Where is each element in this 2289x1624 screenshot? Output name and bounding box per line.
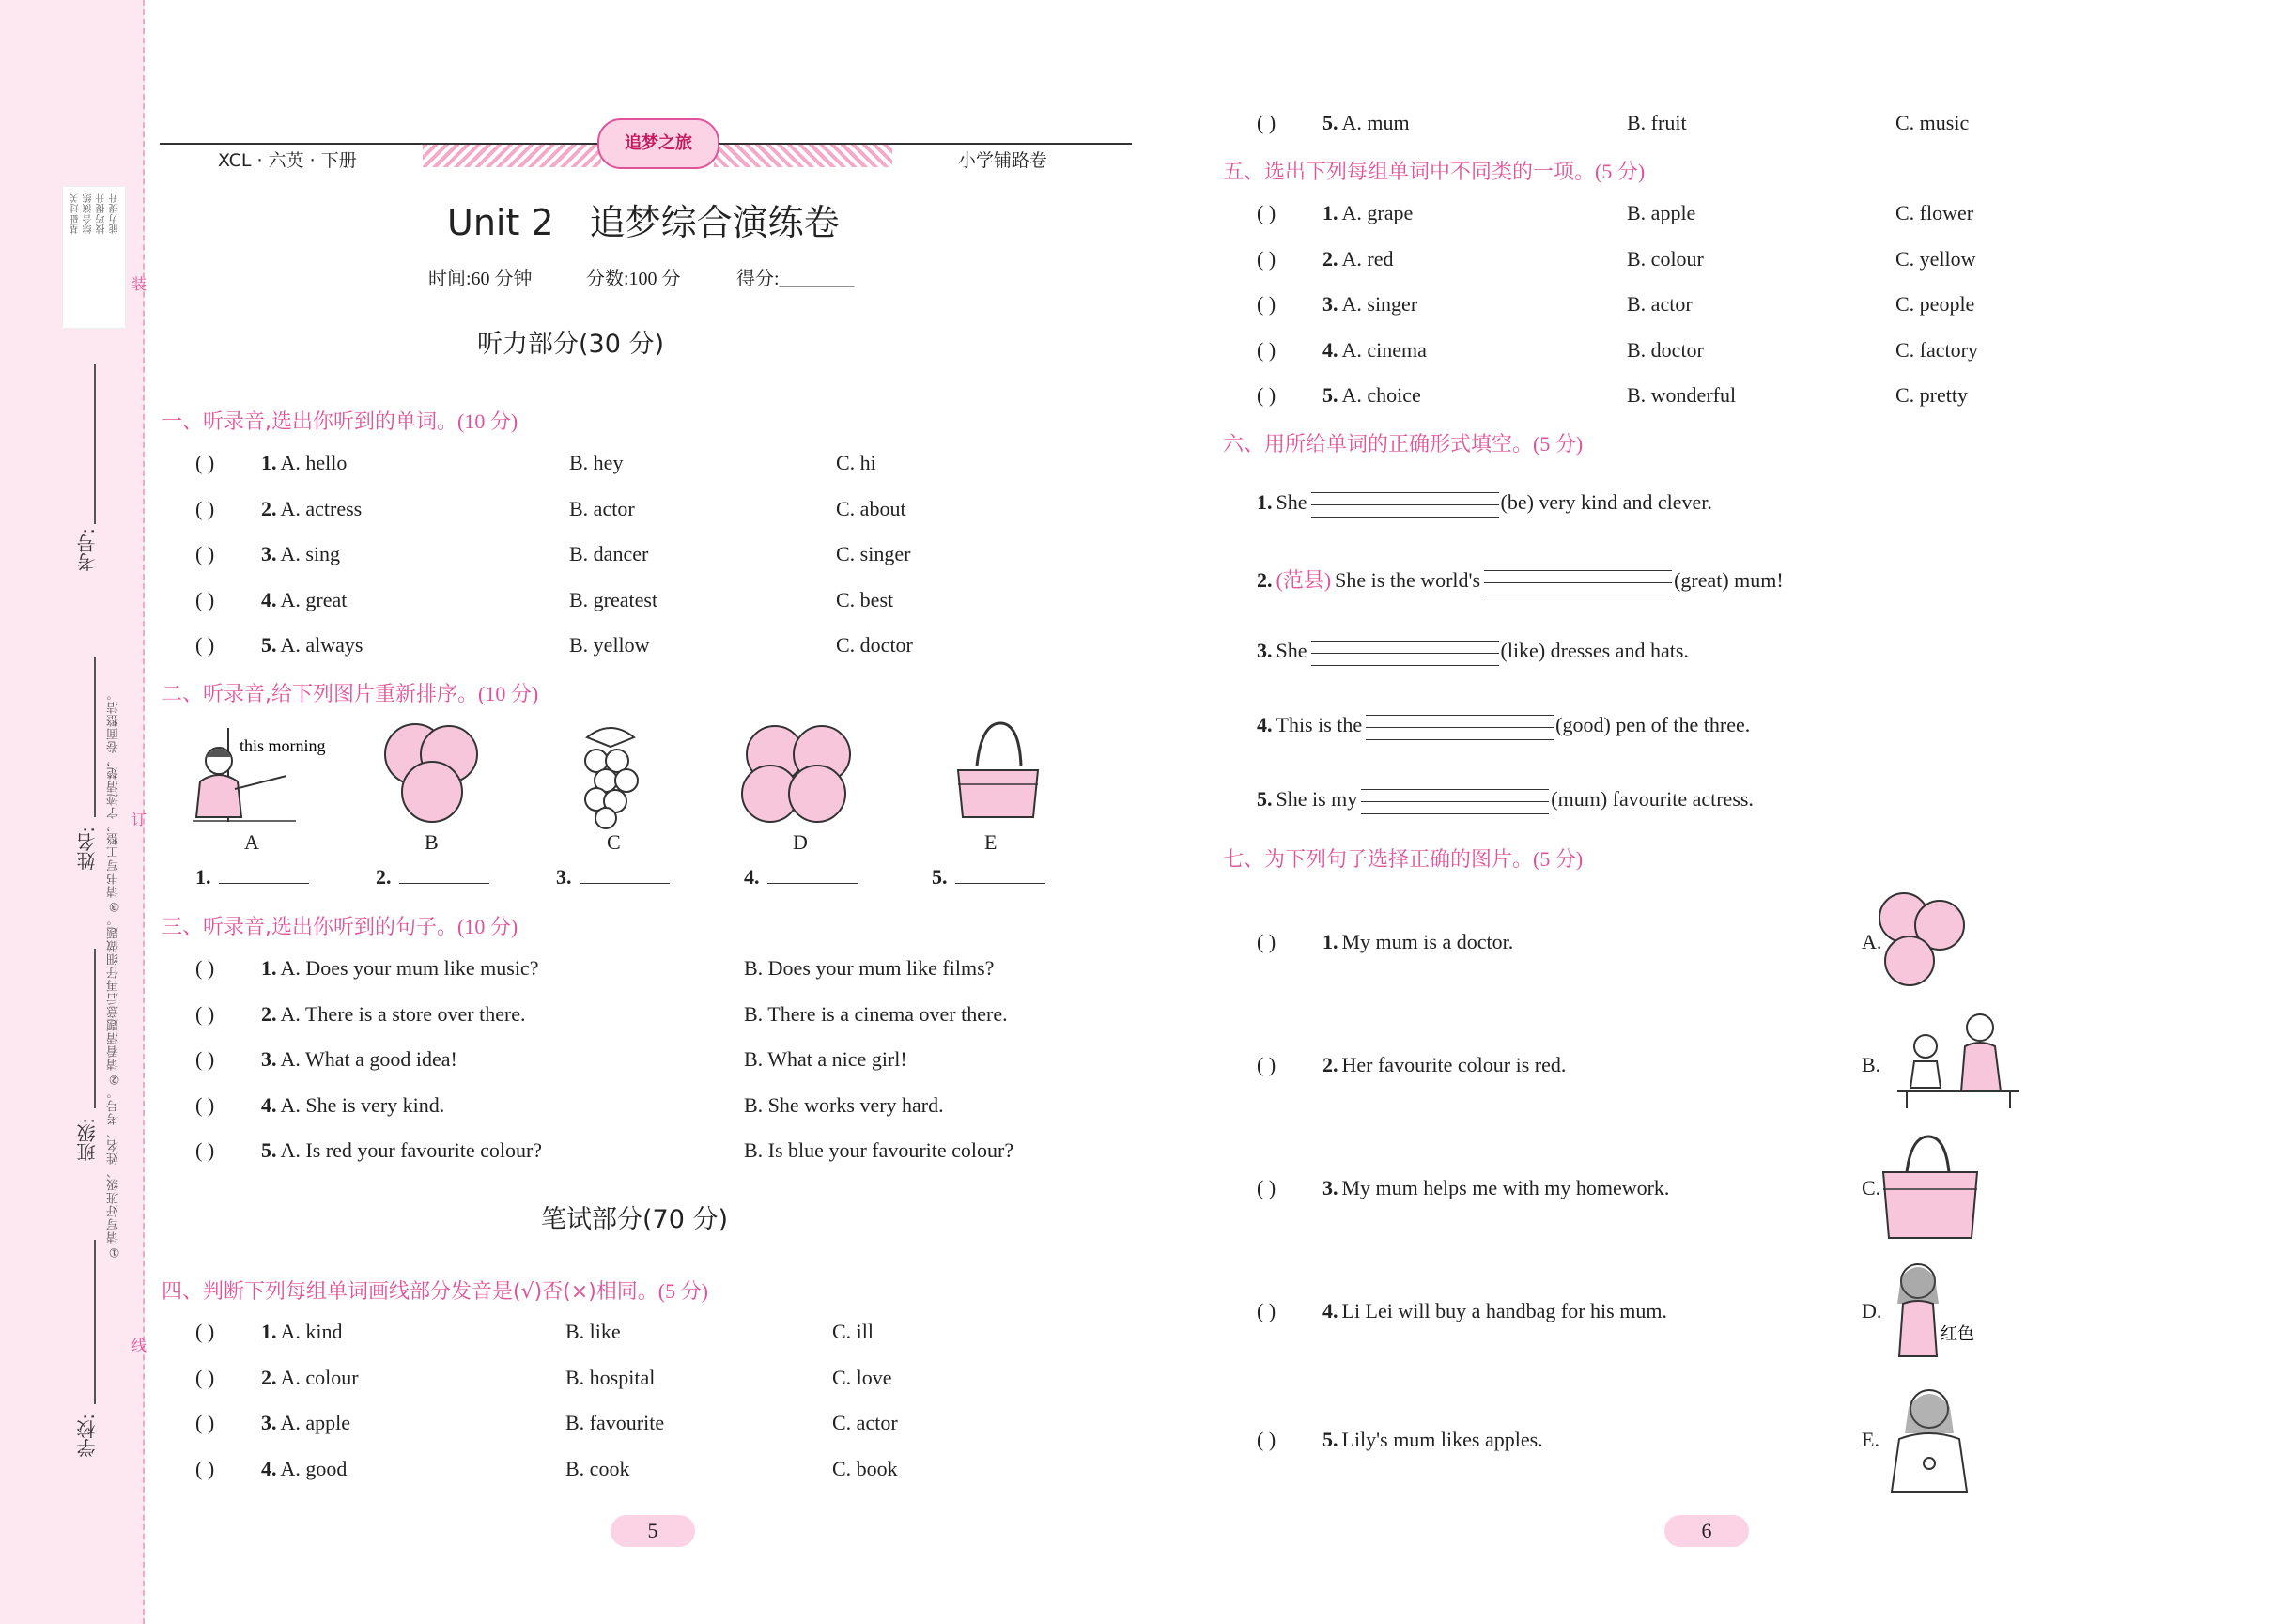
option-a: A. Is red your favourite colour? bbox=[280, 1138, 543, 1162]
sentence-end: (like) dresses and hats. bbox=[1500, 639, 1689, 662]
answer-bracket[interactable]: ( ) bbox=[195, 451, 215, 474]
answer-bracket[interactable]: ( ) bbox=[1257, 111, 1276, 134]
answer-blank[interactable] bbox=[767, 864, 858, 884]
sentence-start: She is my bbox=[1276, 787, 1358, 811]
sentence-start: She bbox=[1276, 639, 1307, 662]
class-line bbox=[94, 949, 96, 1108]
sentence: Her favourite colour is red. bbox=[1341, 1053, 1567, 1076]
answer-blank[interactable] bbox=[580, 864, 670, 884]
header-logo: 追梦之旅 bbox=[597, 118, 719, 169]
seal-char: 订 bbox=[131, 811, 147, 828]
answer-bracket[interactable]: ( ) bbox=[1257, 383, 1276, 407]
option-c: C. singer bbox=[836, 542, 911, 565]
fill-row bbox=[1257, 787, 1754, 813]
option-c: C. book bbox=[832, 1456, 898, 1480]
option-b: B. colour bbox=[1627, 246, 1704, 271]
sentence-end: (mum) favourite actress. bbox=[1551, 787, 1754, 811]
s5-title: 五、选出下列每组单词中不同类的一项。(5 分) bbox=[1223, 160, 1646, 184]
option-c: C. flower bbox=[1895, 201, 1974, 224]
fill-row bbox=[1257, 490, 1712, 517]
blank-line bbox=[1484, 570, 1672, 571]
option-b: B. cook bbox=[565, 1456, 630, 1480]
listening-title: 听力部分(30 分) bbox=[477, 330, 665, 359]
answer-blank[interactable] bbox=[1361, 789, 1549, 813]
option-b: B. doctor bbox=[1627, 337, 1704, 362]
option-c: C. factory bbox=[1895, 337, 1978, 362]
question-number: 5. bbox=[261, 1138, 277, 1162]
answer-bracket[interactable]: ( ) bbox=[1257, 337, 1276, 362]
question-row bbox=[1257, 201, 1413, 225]
blank-line bbox=[1366, 727, 1554, 728]
name-label: 姓名: bbox=[76, 827, 99, 871]
sentence: My mum is a doctor. bbox=[1341, 930, 1514, 953]
picture-option-label: E. bbox=[1862, 1428, 1879, 1451]
picture-letter: A bbox=[244, 830, 259, 854]
answer-bracket[interactable]: ( ) bbox=[195, 1001, 215, 1026]
order-answer[interactable] bbox=[556, 864, 670, 889]
sentence-end: (great) mum! bbox=[1674, 568, 1784, 592]
sentence-end: (be) very kind and clever. bbox=[1500, 490, 1712, 514]
option-b: B. like bbox=[565, 1320, 621, 1343]
question-number: 4. bbox=[1322, 1299, 1338, 1322]
question-row bbox=[1257, 1428, 1543, 1452]
question-number: 5. bbox=[1257, 787, 1273, 811]
question-row bbox=[195, 588, 347, 612]
question-number: 4. bbox=[1322, 337, 1338, 362]
sentence-start: She bbox=[1276, 490, 1307, 514]
question-number: 2. bbox=[261, 1365, 277, 1389]
question-number: 5. bbox=[1322, 111, 1338, 134]
blank-line bbox=[1361, 789, 1549, 790]
s7-apples-picture bbox=[1874, 888, 1968, 991]
question-row bbox=[195, 1457, 347, 1481]
option-b: B. What a nice girl! bbox=[744, 1047, 907, 1071]
school-label: 学校: bbox=[76, 1414, 99, 1458]
answer-blank[interactable] bbox=[1311, 641, 1499, 665]
answer-bracket[interactable]: ( ) bbox=[1257, 246, 1276, 271]
question-row bbox=[1257, 247, 1393, 271]
meta-score: 分数:100 分 bbox=[586, 269, 681, 289]
question-number: 3. bbox=[1322, 1176, 1338, 1199]
meta-time: 时间:60 分钟 bbox=[428, 269, 533, 289]
order-number: 1. bbox=[195, 865, 211, 889]
option-a: A. colour bbox=[280, 1365, 359, 1389]
answer-bracket[interactable]: ( ) bbox=[195, 496, 215, 520]
s7-handbag-picture bbox=[1874, 1135, 1987, 1243]
question-number: 2. bbox=[261, 496, 277, 520]
answer-bracket[interactable]: ( ) bbox=[195, 956, 215, 980]
exam-no-line bbox=[94, 364, 96, 524]
question-row bbox=[195, 542, 340, 566]
sentence-start: She is the world's bbox=[1335, 568, 1481, 592]
pic-board-text: this morning bbox=[240, 736, 326, 755]
meta-got: 得分:________ bbox=[736, 269, 855, 289]
region-tag: (范县) bbox=[1276, 568, 1332, 592]
question-row bbox=[1257, 930, 1513, 954]
option-b: B. Is blue your favourite colour? bbox=[744, 1138, 1014, 1162]
answer-bracket[interactable]: ( ) bbox=[1257, 1299, 1276, 1322]
answer-bracket[interactable]: ( ) bbox=[195, 1411, 215, 1434]
picture-letter: E bbox=[984, 830, 998, 854]
picture-letter: D bbox=[793, 830, 808, 854]
option-c: C. best bbox=[836, 587, 894, 611]
answer-blank[interactable] bbox=[1366, 715, 1554, 739]
option-c: C. music bbox=[1895, 111, 1970, 134]
answer-blank[interactable] bbox=[955, 864, 1045, 884]
question-number: 1. bbox=[1322, 201, 1338, 224]
option-a: A. She is very kind. bbox=[280, 1092, 445, 1117]
order-answer[interactable] bbox=[376, 864, 489, 889]
header-stripe bbox=[423, 145, 601, 167]
option-a: A. cinema bbox=[1341, 337, 1427, 362]
binding-instructions: ①请写好班级、姓名、考号。②请看清题意后再仔细做题。③请书写工整，字迹清楚，卷面整洁。 bbox=[107, 688, 121, 1259]
apples-picture bbox=[733, 719, 864, 827]
option-c: C. about bbox=[836, 496, 906, 520]
order-number: 4. bbox=[744, 865, 760, 889]
option-b: B. fruit bbox=[1627, 111, 1687, 134]
option-b: B. greatest bbox=[569, 587, 658, 611]
option-c: C. actor bbox=[832, 1411, 898, 1434]
sidebar-tag: 技巧提升 bbox=[97, 193, 107, 234]
answer-bracket[interactable]: ( ) bbox=[195, 542, 215, 565]
option-a: A. great bbox=[280, 587, 348, 611]
option-a: A. grape bbox=[1341, 201, 1414, 224]
question-row bbox=[195, 1093, 444, 1118]
s7-title: 七、为下列句子选择正确的图片。(5 分) bbox=[1223, 847, 1584, 872]
question-row bbox=[195, 1138, 542, 1163]
answer-bracket[interactable]: ( ) bbox=[1257, 201, 1276, 224]
question-row bbox=[1257, 383, 1421, 408]
option-a: A. good bbox=[280, 1456, 348, 1480]
answer-bracket[interactable]: ( ) bbox=[195, 1320, 215, 1343]
question-number: 4. bbox=[1257, 713, 1273, 736]
option-c: C. pretty bbox=[1895, 383, 1968, 407]
sidebar-tag: 能力提升 bbox=[110, 193, 120, 234]
picture-option-label: D. bbox=[1862, 1299, 1882, 1322]
option-b: B. apple bbox=[1627, 201, 1696, 224]
s2-title: 二、听录音,给下列图片重新排序。(10 分) bbox=[162, 682, 539, 706]
picture-option-label: A. bbox=[1862, 930, 1882, 953]
page-number-right: 6 bbox=[1664, 1515, 1749, 1547]
question-row bbox=[195, 1366, 359, 1390]
handbag-picture bbox=[944, 719, 1047, 827]
question-number: 3. bbox=[261, 1047, 277, 1071]
header-right: 小学铺路卷 bbox=[958, 150, 1048, 171]
answer-bracket[interactable]: ( ) bbox=[1257, 1176, 1276, 1199]
option-a: A. red bbox=[1341, 246, 1394, 271]
blank-line bbox=[1311, 517, 1499, 518]
picture-option-label: C. bbox=[1862, 1176, 1881, 1199]
s7-woman-red-picture bbox=[1879, 1257, 1982, 1369]
question-row bbox=[1257, 1053, 1566, 1077]
option-b: B. Does your mum like films? bbox=[744, 956, 995, 980]
question-row bbox=[1257, 1299, 1667, 1323]
option-c: C. hi bbox=[836, 451, 876, 474]
question-number: 3. bbox=[261, 1411, 277, 1434]
blank-line bbox=[1311, 492, 1499, 493]
option-a: A. always bbox=[280, 633, 363, 657]
question-number: 3. bbox=[261, 542, 277, 565]
sentence: My mum helps me with my homework. bbox=[1341, 1176, 1670, 1199]
sentence: Li Lei will buy a handbag for his mum. bbox=[1341, 1299, 1667, 1322]
order-answer[interactable] bbox=[744, 864, 858, 889]
blank-line bbox=[1311, 641, 1499, 642]
answer-bracket[interactable]: ( ) bbox=[195, 633, 215, 657]
answer-blank[interactable] bbox=[1484, 570, 1672, 595]
option-c: C. love bbox=[832, 1365, 892, 1389]
blank-line bbox=[1311, 665, 1499, 666]
question-row bbox=[195, 633, 363, 657]
option-a: A. mum bbox=[1341, 111, 1410, 134]
order-number: 2. bbox=[376, 865, 392, 889]
picture-option-label: B. bbox=[1862, 1053, 1881, 1076]
option-b: B. dancer bbox=[569, 542, 649, 565]
sentence-end: (good) pen of the three. bbox=[1555, 713, 1751, 736]
question-row bbox=[195, 956, 538, 981]
question-row bbox=[195, 1002, 526, 1027]
header-stripe bbox=[714, 145, 892, 167]
question-row bbox=[195, 451, 347, 475]
sidebar-tag: 综合演练 bbox=[84, 193, 94, 234]
option-a: A. actress bbox=[280, 496, 363, 520]
name-line bbox=[94, 657, 96, 817]
seal-char: 装 bbox=[131, 275, 147, 293]
header-left: XCL · 六英 · 下册 bbox=[218, 150, 357, 171]
answer-bracket[interactable]: ( ) bbox=[1257, 292, 1276, 316]
question-number: 1. bbox=[261, 1320, 277, 1343]
page-title: Unit 2 追梦综合演练卷 bbox=[447, 202, 840, 243]
answer-blank[interactable] bbox=[219, 864, 309, 884]
option-a: A. kind bbox=[280, 1320, 343, 1343]
option-b: B. actor bbox=[569, 496, 635, 520]
option-a: A. What a good idea! bbox=[280, 1047, 457, 1071]
blank-line bbox=[1366, 715, 1554, 716]
answer-bracket[interactable]: ( ) bbox=[1257, 1428, 1276, 1451]
question-number: 2. bbox=[1322, 1053, 1338, 1076]
question-row bbox=[1257, 292, 1417, 317]
answer-blank[interactable] bbox=[1311, 492, 1499, 517]
answer-blank[interactable] bbox=[399, 864, 489, 884]
s7-d-label: 红色 bbox=[1941, 1324, 1974, 1344]
blank-line bbox=[1484, 582, 1672, 583]
order-number: 5. bbox=[932, 865, 948, 889]
question-number: 5. bbox=[1322, 1428, 1338, 1451]
question-row bbox=[195, 1411, 350, 1435]
blank-line bbox=[1366, 739, 1554, 740]
option-c: C. doctor bbox=[836, 633, 913, 657]
order-answer[interactable] bbox=[195, 864, 309, 889]
option-b: B. hey bbox=[569, 451, 624, 474]
question-row bbox=[1257, 338, 1427, 363]
question-row bbox=[195, 1047, 457, 1072]
fill-row bbox=[1257, 713, 1750, 739]
school-line bbox=[94, 1240, 96, 1404]
blank-line bbox=[1361, 801, 1549, 802]
option-c: C. yellow bbox=[1895, 246, 1976, 271]
option-b: B. yellow bbox=[569, 633, 650, 657]
answer-bracket[interactable]: ( ) bbox=[195, 1138, 215, 1162]
question-number: 1. bbox=[1322, 930, 1338, 953]
order-answer[interactable] bbox=[932, 864, 1045, 889]
question-number: 1. bbox=[261, 956, 277, 980]
seal-char: 线 bbox=[131, 1337, 147, 1354]
question-number: 4. bbox=[261, 1092, 277, 1117]
class-label: 班级: bbox=[76, 1118, 99, 1162]
option-a: A. There is a store over there. bbox=[280, 1001, 526, 1026]
question-row bbox=[195, 1320, 343, 1344]
option-a: A. Does your mum like music? bbox=[280, 956, 539, 980]
grapes-picture bbox=[559, 719, 662, 831]
blank-line bbox=[1361, 813, 1549, 814]
option-b: B. She works very hard. bbox=[744, 1092, 944, 1117]
question-number: 5. bbox=[261, 633, 277, 657]
question-number: 1. bbox=[1257, 490, 1273, 514]
answer-bracket[interactable]: ( ) bbox=[195, 587, 215, 611]
sidebar-tag-box bbox=[62, 186, 126, 329]
question-number: 5. bbox=[1322, 383, 1338, 407]
s7-doctor-picture bbox=[1879, 1381, 1982, 1493]
option-b: B. favourite bbox=[565, 1411, 665, 1434]
question-number: 2. bbox=[1322, 246, 1338, 271]
s4-title: 四、判断下列每组单词画线部分发音是(√)否(×)相同。(5 分) bbox=[162, 1279, 708, 1304]
picture-letter: B bbox=[425, 830, 439, 854]
question-number: 2. bbox=[1257, 568, 1273, 592]
answer-bracket[interactable]: ( ) bbox=[195, 1047, 215, 1071]
answer-bracket[interactable]: ( ) bbox=[195, 1456, 215, 1480]
page-number-right-badge bbox=[1655, 1512, 1758, 1550]
option-a: A. apple bbox=[280, 1411, 351, 1434]
question-number: 3. bbox=[1322, 292, 1338, 316]
s6-title: 六、用所给单词的正确形式填空。(5 分) bbox=[1223, 432, 1584, 456]
s3-title: 三、听录音,选出你听到的句子。(10 分) bbox=[162, 915, 518, 939]
sidebar-tag: 基础过关 bbox=[70, 193, 81, 234]
writing-title: 笔试部分(70 分) bbox=[541, 1205, 729, 1234]
option-a: A. singer bbox=[1341, 292, 1418, 316]
option-a: A. hello bbox=[280, 451, 348, 474]
answer-bracket[interactable]: ( ) bbox=[195, 1092, 215, 1117]
option-a: A. sing bbox=[280, 542, 341, 565]
option-c: C. people bbox=[1895, 292, 1975, 316]
option-b: B. wonderful bbox=[1627, 383, 1737, 407]
question-row bbox=[195, 497, 362, 521]
oranges-picture bbox=[379, 719, 483, 827]
question-row bbox=[1257, 111, 1410, 135]
answer-bracket[interactable]: ( ) bbox=[195, 1365, 215, 1389]
fill-row bbox=[1257, 565, 1784, 595]
blank-line bbox=[1311, 504, 1499, 505]
s7-homework-picture bbox=[1897, 1007, 2019, 1110]
fill-row bbox=[1257, 639, 1689, 665]
question-number: 4. bbox=[261, 587, 277, 611]
option-c: C. ill bbox=[832, 1320, 874, 1343]
answer-bracket[interactable]: ( ) bbox=[1257, 1053, 1276, 1076]
sentence: Lily's mum likes apples. bbox=[1341, 1428, 1543, 1451]
blank-line bbox=[1311, 653, 1499, 654]
question-number: 3. bbox=[1257, 639, 1273, 662]
picture-letter: C bbox=[607, 830, 621, 854]
exam-no-label: 考号: bbox=[76, 528, 99, 572]
s1-title: 一、听录音,选出你听到的单词。(10 分) bbox=[162, 410, 518, 434]
option-a: A. choice bbox=[1341, 383, 1421, 407]
option-b: B. hospital bbox=[565, 1365, 656, 1389]
order-number: 3. bbox=[556, 865, 572, 889]
question-number: 1. bbox=[261, 451, 277, 474]
option-b: B. There is a cinema over there. bbox=[744, 1001, 1008, 1026]
question-row bbox=[1257, 1176, 1669, 1200]
option-b: B. actor bbox=[1627, 292, 1693, 316]
teacher-pointing-picture bbox=[193, 723, 326, 827]
sentence-start: This is the bbox=[1276, 713, 1363, 736]
page-number-left-badge bbox=[601, 1512, 704, 1550]
page-number-left: 5 bbox=[611, 1515, 695, 1547]
answer-bracket[interactable]: ( ) bbox=[1257, 930, 1276, 953]
question-number: 4. bbox=[261, 1456, 277, 1480]
question-number: 2. bbox=[261, 1001, 277, 1026]
